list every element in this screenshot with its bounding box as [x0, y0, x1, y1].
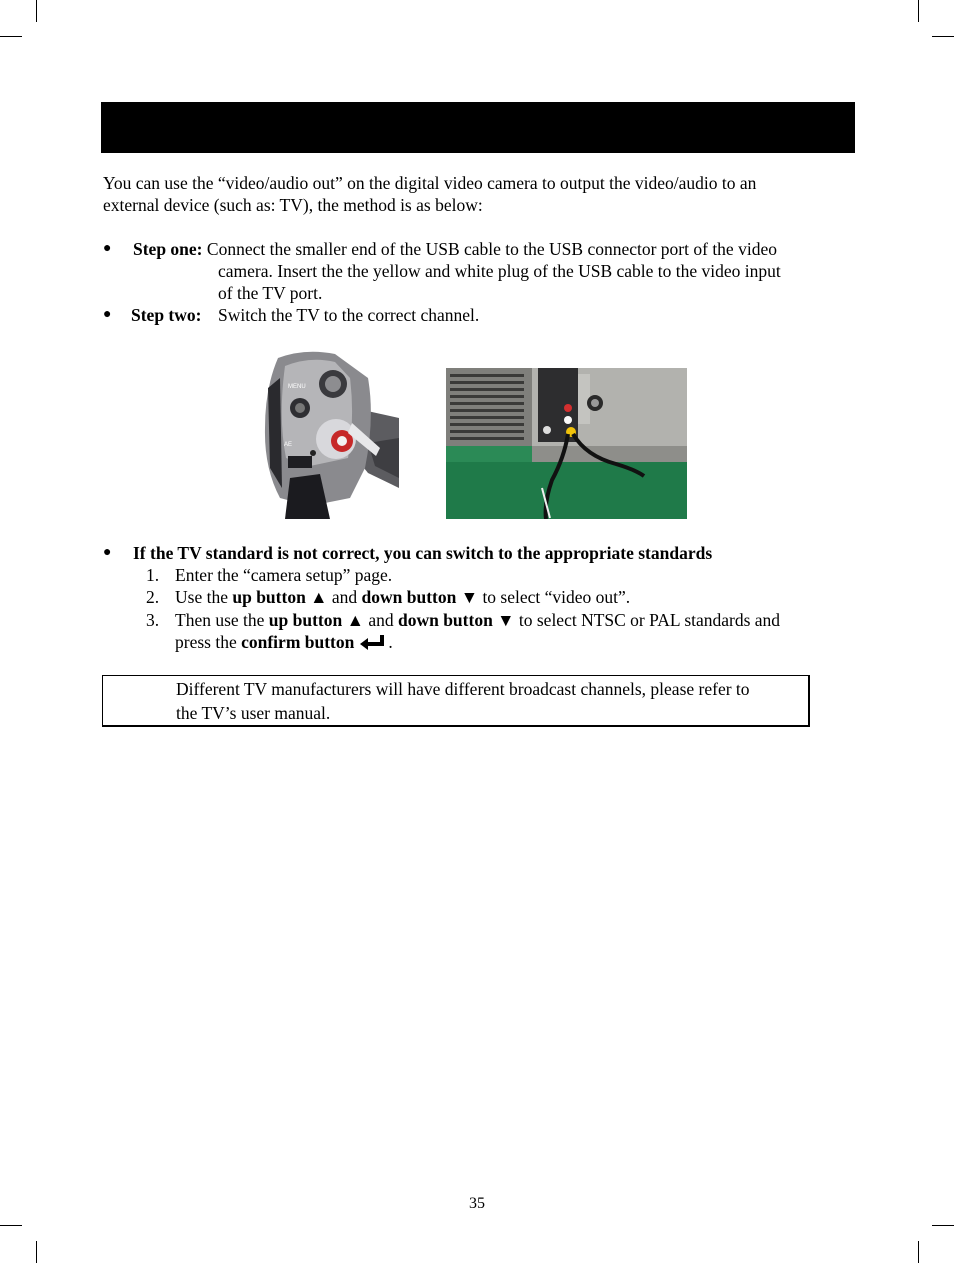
list-item-text — [175, 609, 780, 631]
intro-line: You can use the “video/audio out” on the digital video camera to output the video/audio to an — [103, 173, 757, 193]
text-run: and — [327, 587, 362, 607]
intro-line: external device (such as: TV), the method is as below: — [103, 195, 483, 215]
up-button-ref: up button ▲ — [232, 587, 328, 607]
crop-mark — [918, 1241, 919, 1263]
bullet-icon: ● — [103, 545, 112, 560]
camera-photo — [250, 348, 399, 519]
section-title-bar — [101, 102, 855, 153]
crop-mark — [36, 1241, 37, 1263]
list-item-text: Enter the “camera setup” page. — [175, 565, 393, 585]
up-button-ref: up button ▲ — [268, 610, 364, 630]
text-run: . — [388, 632, 393, 652]
bullet-icon: ● — [103, 307, 112, 322]
list-number: 2. — [146, 587, 160, 607]
down-button-ref: down button ▼ — [397, 610, 515, 630]
text-run: Use the — [175, 587, 233, 607]
crop-mark — [932, 36, 954, 37]
crop-mark — [0, 1225, 22, 1226]
bullet-icon: ● — [103, 241, 112, 256]
list-number: 3. — [146, 610, 160, 630]
text-run: to select NTSC or PAL standards and — [514, 610, 781, 630]
note-line: Different TV manufacturers will have different broadcast channels, please refer to — [176, 679, 750, 699]
step-one-text: Connect the smaller end of the USB cable to the USB connector port of the video — [206, 239, 777, 259]
step-one-line: camera. Insert the the yellow and white plug of the USB cable to the video input — [218, 261, 781, 281]
list-item-text — [175, 586, 630, 608]
text-run: press the — [175, 632, 242, 652]
step-two-text: Switch the TV to the correct channel. — [218, 305, 480, 325]
list-number: 1. — [146, 565, 160, 585]
crop-mark — [0, 36, 22, 37]
text-run: to select “video out”. — [478, 587, 631, 607]
step-one-label: Step one: — [133, 239, 203, 259]
text-run: Then use the — [175, 610, 269, 630]
camera-label-ae: AE — [284, 442, 293, 448]
tv-standard-heading: If the TV standard is not correct, you can switch to the appropriate standards — [133, 543, 713, 563]
list-item-text — [175, 631, 393, 653]
tv-photo — [446, 368, 687, 519]
crop-mark — [36, 0, 37, 22]
page-number: 35 — [469, 1195, 485, 1212]
confirm-button-ref: confirm button — [241, 632, 355, 652]
step-one-line: of the TV port. — [218, 283, 323, 303]
note-line: the TV’s user manual. — [176, 703, 331, 723]
step-one-line — [133, 238, 777, 260]
step-two-label: Step two: — [131, 305, 202, 325]
enter-icon — [354, 633, 388, 651]
crop-mark — [932, 1225, 954, 1226]
down-button-ref: down button ▼ — [361, 587, 479, 607]
text-run: and — [363, 610, 398, 630]
crop-mark — [918, 0, 919, 22]
camera-label-menu: MENU — [288, 384, 306, 390]
